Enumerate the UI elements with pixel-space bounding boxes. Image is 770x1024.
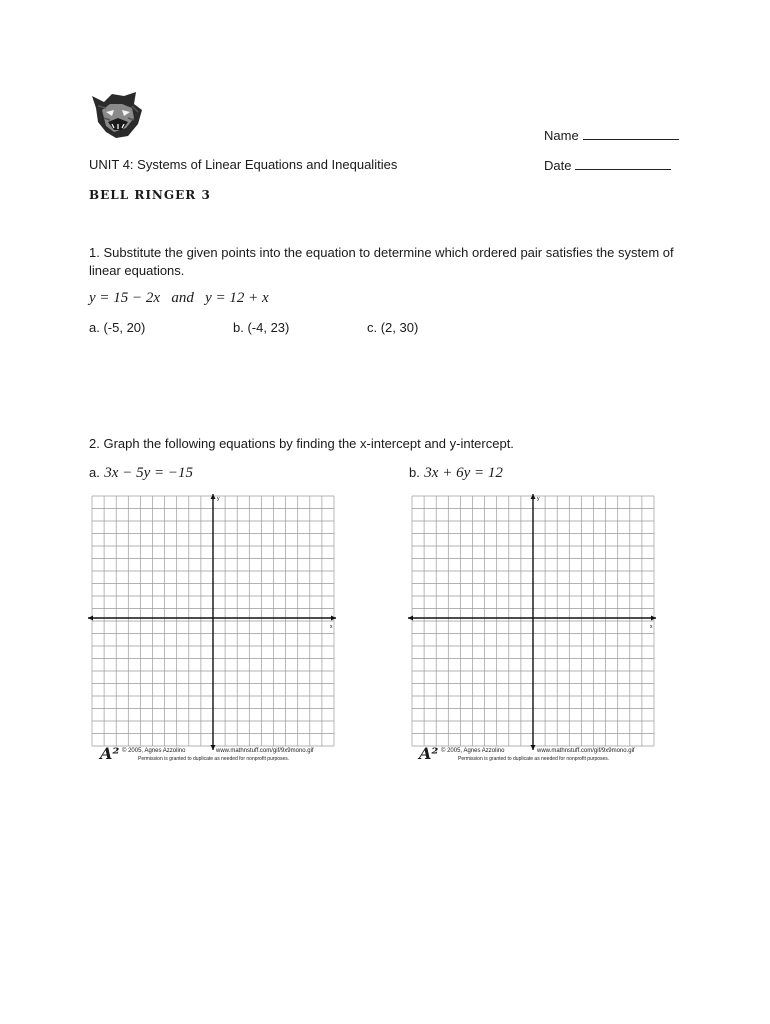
part-b-label: b. <box>409 465 420 480</box>
part-a-label: a. <box>89 465 100 480</box>
credit-url-a: www.mathnstuff.com/gif/9x9mono.gif <box>216 748 314 754</box>
part-b-equation: 3x + 6y = 12 <box>424 465 503 481</box>
credit-author-a: © 2005, Agnes Azzolino <box>122 748 186 754</box>
date-field[interactable] <box>544 157 671 173</box>
x-axis-label: x <box>330 624 333 630</box>
credit-author-b: © 2005, Agnes Azzolino <box>441 748 505 754</box>
option-c: c. (2, 30) <box>367 320 419 335</box>
credit-logo: A² <box>419 744 439 763</box>
equation-right: y = 12 + x <box>205 290 269 306</box>
option-a: a. (-5, 20) <box>89 320 146 335</box>
credit-url-b: www.mathnstuff.com/gif/9x9mono.gif <box>537 748 635 754</box>
credit-block-a <box>100 744 119 764</box>
coordinate-grid-b[interactable] <box>408 494 658 756</box>
credit-block-b <box>419 744 438 764</box>
question-2-prompt: 2. Graph the following equations by finding the x-intercept and y-intercept. <box>89 436 514 451</box>
section-title: BELL RINGER 3 <box>89 188 211 202</box>
question-1-prompt: 1. Substitute the given points into the equation to determine which ordered pair satisfies the system of linear equations. <box>89 245 674 278</box>
option-b: b. (-4, 23) <box>233 320 290 335</box>
coordinate-grid-a[interactable] <box>88 494 338 756</box>
tiger-head-mascot-icon <box>88 88 146 140</box>
credit-permission-a: Permission is granted to duplicate as needed for nonprofit purposes. <box>138 756 290 762</box>
name-field[interactable] <box>544 127 679 143</box>
equation-connector: and <box>171 290 194 306</box>
name-label: Name <box>544 128 579 143</box>
credit-permission-b: Permission is granted to duplicate as needed for nonprofit purposes. <box>458 756 610 762</box>
question-1-equations <box>89 290 269 307</box>
question-2b <box>409 464 503 482</box>
date-label: Date <box>544 158 572 173</box>
x-axis-label: x <box>650 624 653 630</box>
part-a-equation: 3x − 5y = −15 <box>104 465 193 481</box>
equation-left: y = 15 − 2x <box>89 290 161 306</box>
date-blank-line[interactable] <box>575 157 671 170</box>
y-axis-label: y <box>537 496 540 502</box>
question-2a <box>89 464 193 482</box>
y-axis-label: y <box>217 496 220 502</box>
credit-logo: A² <box>100 744 120 763</box>
name-blank-line[interactable] <box>583 127 679 140</box>
unit-title: UNIT 4: Systems of Linear Equations and Inequalities <box>89 157 398 172</box>
